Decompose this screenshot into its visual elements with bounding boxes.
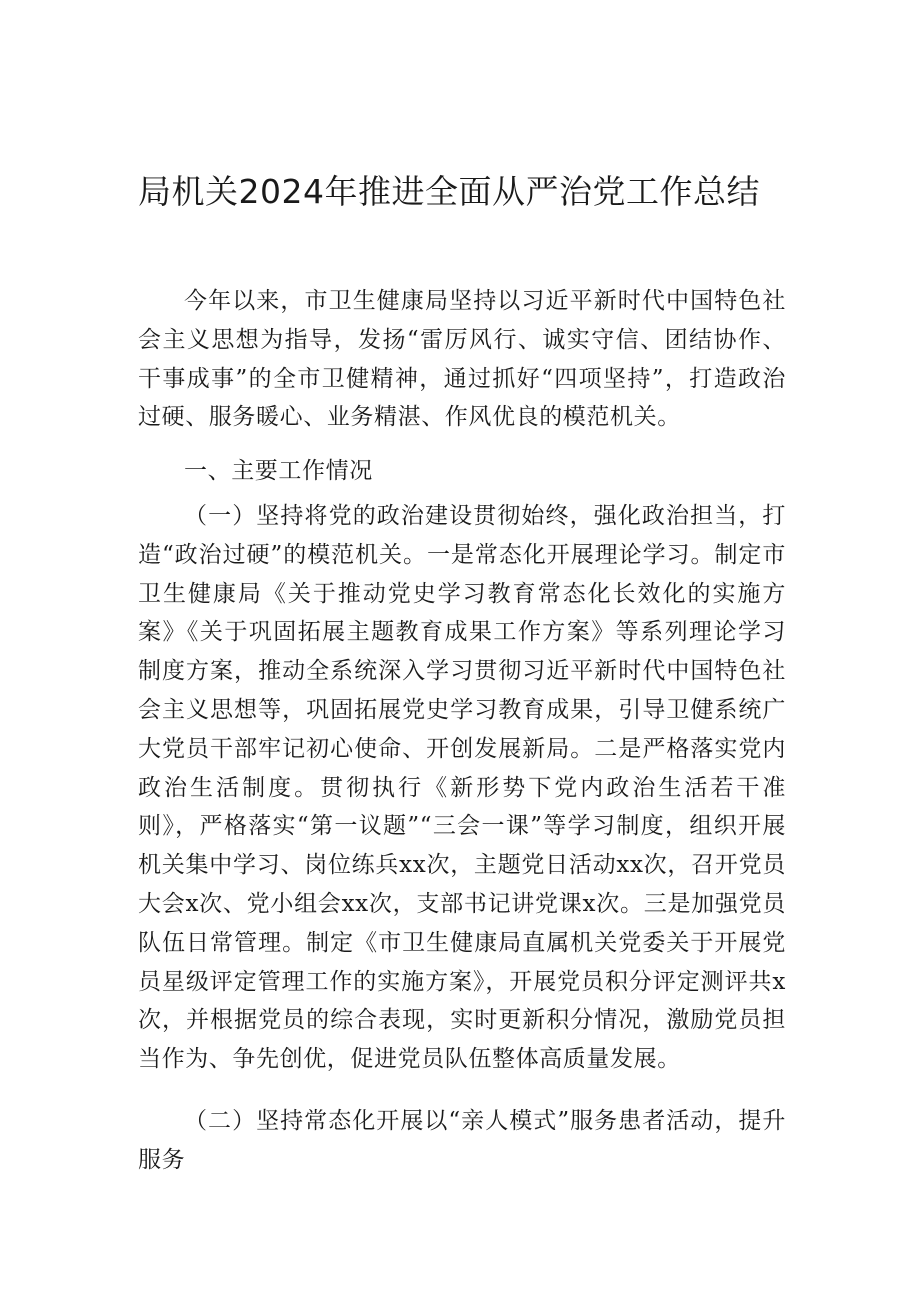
document-title: 局机关2024年推进全面从严治党工作总结 [138,172,760,211]
section1-paragraph-2: （二）坚持常态化开展以“亲人模式”服务患者活动，提升服务 [138,1108,786,1173]
intro-paragraph: 今年以来，市卫生健康局坚持以习近平新时代中国特色社会主义思想为指导，发扬“雷厉风行、诚实守信、团结协作、干事成事”的全市卫健精神，通过抓好“四项坚持”，打造政治过硬、服务暖心、业务精湛、作风优良的模范机关。 [138,288,786,431]
section-heading: 一、主要工作情况 [184,458,373,484]
section1-paragraph-1: （一）坚持将党的政治建设贯彻始终，强化政治担当，打造“政治过硬”的模范机关。一是常态化开展理论学习。制定市卫生健康局《关于推动党史学习教育常态化长效化的实施方案》《关于巩固拓展主题教育成果工作方案》等系列理论学习制度方案，推动全系统深入学习贯彻习近平新时代中国特色社会主义思想等，巩固拓展党史学习教育成果，引导卫健系统广大党员干部牢记初心使命、开创发展新局。二是严格落实党内政治生活制度。贯彻执行《新形势下党内政治生活若干准则》，严格落实“第一议题”“三会一课”等学习制度，组织开展机关集中学习、岗位练兵xx次，主题党日活动xx次，召开党员大会x次、党小组会xx次，支部书记讲党课x次。三是加强党员队伍日常管理。制定《市卫生健康局直属机关党委关于开展党员星级评定管理工作的实施方案》，开展党员积分评定测评共x次，并根据党员的综合表现，实时更新积分情况，激励党员担当作为、争先创优，促进党员队伍整体高质量发展。 [138,503,786,1073]
